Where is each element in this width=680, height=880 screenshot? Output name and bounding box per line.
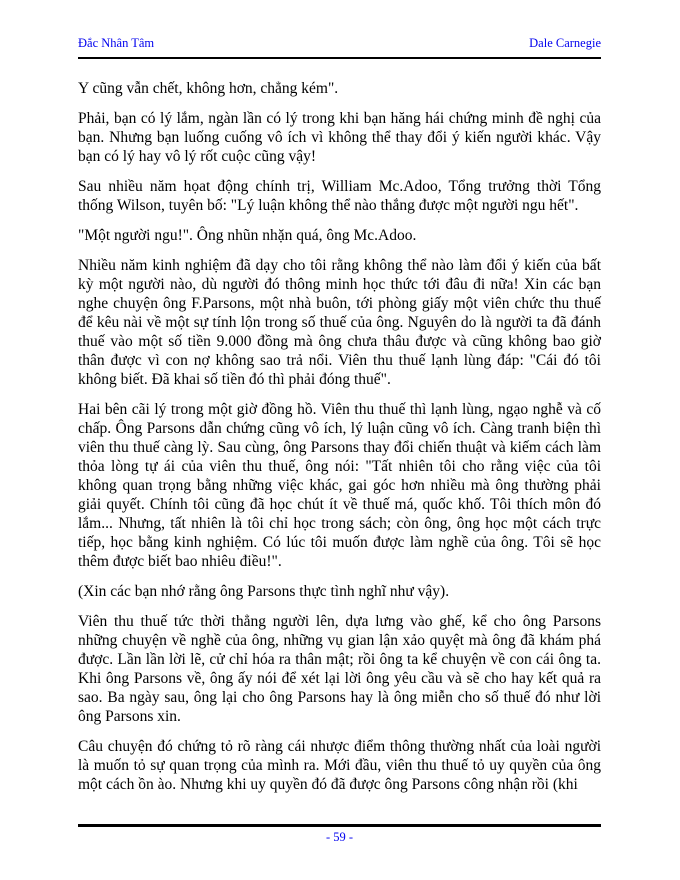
- paragraph-7: (Xin các bạn nhớ rằng ông Parsons thực tình nghĩ như vậy).: [78, 583, 450, 600]
- footer-rule: [78, 824, 601, 827]
- paragraph-9: Câu chuyện đó chứng tỏ rõ ràng cái nhược điểm thông thường nhất của loài người là muốn tỏ sự quan trọng của mình ra. Mới đầu, viên thu thuế tỏ uy quyền của ông một cách ồn ào. Nhưng khi uy quyền đó đã được ông Parsons công nhận rồi (khi: [78, 738, 601, 793]
- paragraph-1: Y cũng vẫn chết, không hơn, chẳng kém".: [78, 80, 339, 97]
- header-author: Dale Carnegie: [529, 36, 601, 50]
- header-book-title: Đắc Nhân Tâm: [78, 36, 155, 50]
- page-number: - 59 -: [325, 830, 354, 844]
- paragraph-2: Phải, bạn có lý lắm, ngàn lần có lý trong khi bạn hăng hái chứng minh đề nghị của bạn. Nhưng bạn luống cuống vô ích vì không thể thay đổi ý kiến người khác. Vậy bạn có lý hay vô lý rốt cuộc cũng vậy!: [78, 110, 601, 165]
- header-rule: [78, 57, 601, 59]
- page-header: [78, 36, 601, 51]
- paragraph-6: Hai bên cãi lý trong một giờ đồng hồ. Viên thu thuế thì lạnh lùng, ngạo nghễ và cố chấp. Ông Parsons dẫn chứng cũng vô ích, lý luận cũng vô ích. Càng tranh biện thì viên thu thuế càng lỳ. Sau cùng, ông Parsons thay đổi chiến thuật và kiếm cách làm thỏa lòng tự ái của viên thu thuế, ông nói: "Tất nhiên tôi cho rằng việc của tôi không quan trọng bằng những việc khác, gai góc hơn nhiều mà ông thường phải giải quyết. Chính tôi cũng đã học chút ít về thuế má, quốc khố. Tôi thích môn đó lắm... Nhưng, tất nhiên là tôi chỉ học trong sách; còn ông, ông học một cách trực tiếp, học bằng kinh nghiệm. Có lúc tôi muốn được làm nghề của ông. Tôi sẽ học thêm được biết bao nhiêu điều!".: [78, 401, 601, 570]
- paragraph-3: Sau nhiều năm họat động chính trị, William Mc.Adoo, Tổng trưởng thời Tổng thống Wilson, tuyên bố: "Lý luận không thể nào thắng được một người ngu hết".: [78, 178, 601, 214]
- page-body: [78, 79, 601, 805]
- paragraph-5: Nhiều năm kinh nghiệm đã dạy cho tôi rằng không thể nào làm đổi ý kiến của bất kỳ một người nào, dù người đó thông minh học thức tới đâu đi nữa! Xin các bạn nghe chuyện ông F.Parsons, một nhà buôn, tới phòng giấy một viên chức thu thuế để kêu nài về một sự tính lộn trong số thuế của ông. Nguyên do là người ta đã đánh thuế vào một số tiền 9.000 đồng mà ông chưa thâu được và cũng không bao giờ thân được vì con nợ không sao trả nổi. Viên thu thuế lạnh lùng đáp: "Cái đó tôi không biết. Đã khai số tiền đó thì phải đóng thuế".: [78, 257, 601, 388]
- paragraph-4: "Một người ngu!". Ông nhũn nhặn quá, ông Mc.Adoo.: [78, 227, 417, 244]
- paragraph-8: Viên thu thuế tức thời thẳng người lên, dựa lưng vào ghế, kể cho ông Parsons những chuyện về nghề của ông, những vụ gian lận xảo quyệt mà ông đã khám phá được. Lần lần lời lẽ, cử chỉ hóa ra thân mật; rồi ông ta kể chuyện về con cái ông ta. Khi ông Parsons về, ông ấy nói để xét lại lời ông yêu cầu và sẽ cho hay kết quả ra sao. Ba ngày sau, ông lại cho ông Parsons hay là ông miễn cho số thuế đó như lời ông Parsons xin.: [78, 613, 601, 725]
